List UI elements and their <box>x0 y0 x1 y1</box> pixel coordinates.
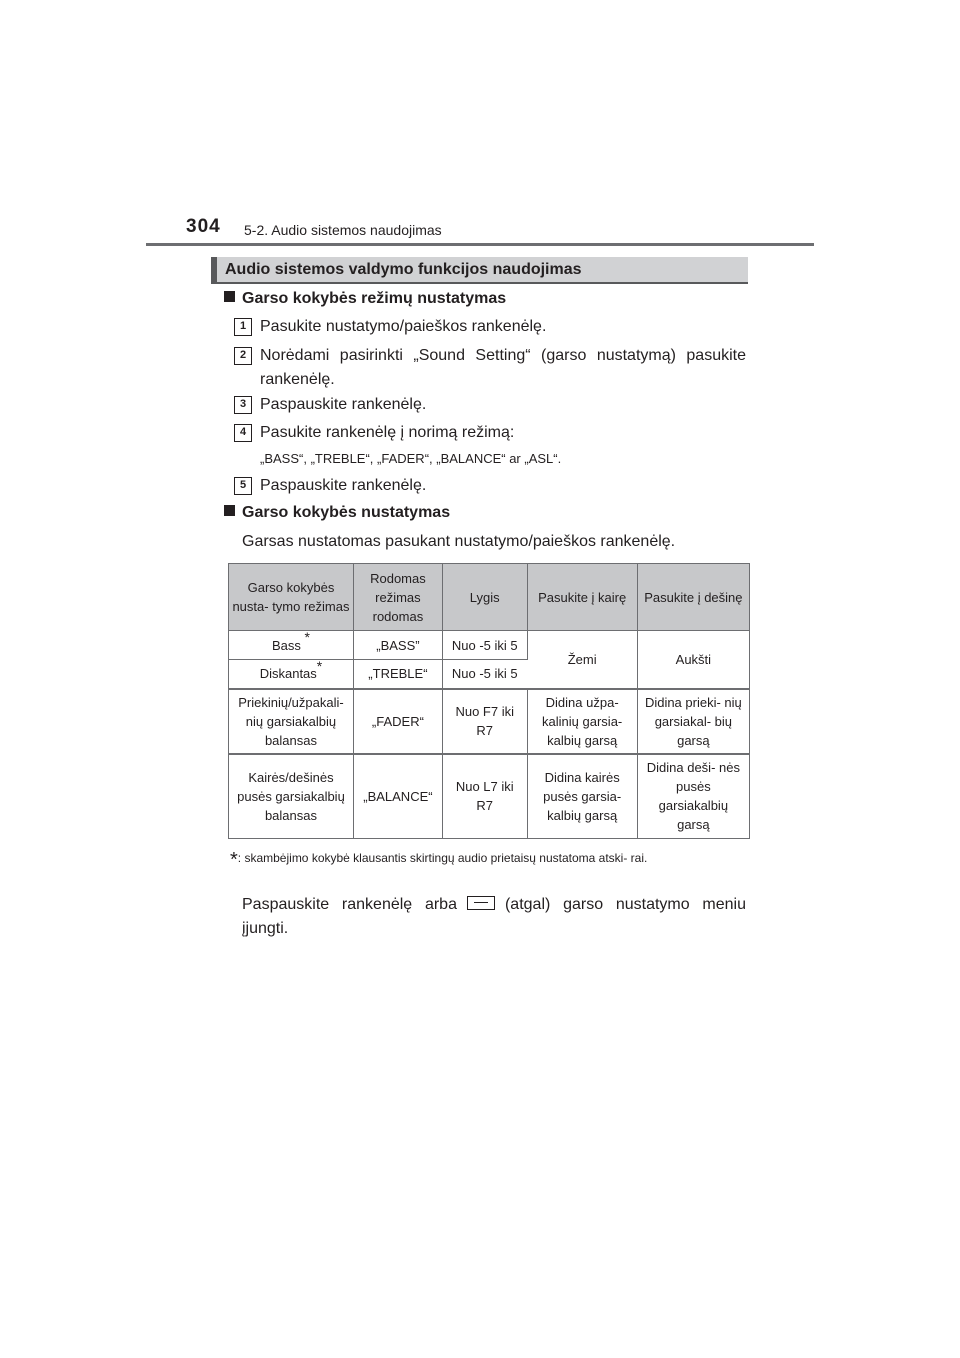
cell-display: „TREBLE“ <box>353 660 442 689</box>
step-text-5: Paspauskite rankenėlę. <box>260 477 427 494</box>
section-heading <box>211 257 748 284</box>
cell-mode: Priekinių/užpakali- nių garsiakalbių balansas <box>229 689 354 754</box>
cell-level: Nuo -5 iki 5 <box>442 631 527 660</box>
square-bullet-icon <box>224 505 235 516</box>
step-text-3: Paspauskite rankenėlę. <box>260 396 427 413</box>
step-text-1: Pasukite nustatymo/paieškos rankenėlę. <box>260 318 547 335</box>
header-turn-left: Pasukite į kairę <box>527 564 637 631</box>
sound-settings-table <box>228 563 750 839</box>
cell-display: „BASS” <box>353 631 442 660</box>
closing-text-after: (atgal) garso nustatymo meniu įjungti. <box>242 896 746 937</box>
square-bullet-icon <box>224 291 235 302</box>
footnote-text: : skambėjimo kokybė klausantis skirtingų audio prietaisų nustatoma atski- rai. <box>237 851 648 865</box>
back-button-icon <box>467 896 495 910</box>
cell-mode: Diskantas* <box>229 660 354 689</box>
cell-level: Nuo F7 iki R7 <box>442 689 527 754</box>
section-title: Audio sistemos valdymo funkcijos naudojimas <box>225 261 582 278</box>
step-number-4: 4 <box>234 424 252 442</box>
cell-left: Žemi <box>527 631 637 689</box>
header-rule <box>146 243 814 246</box>
header-mode: Garso kokybės nusta- tymo režimas <box>229 564 354 631</box>
header-level: Lygis <box>442 564 527 631</box>
table-row <box>229 631 750 660</box>
table-row <box>229 754 750 839</box>
closing-text-before: Paspauskite rankenėlę arba <box>242 896 457 913</box>
asterisk-mark: * <box>304 629 310 646</box>
modes-note: „BASS“, „TREBLE“, „FADER“, „BALANCE“ ar „ASL“. <box>260 451 562 466</box>
footnote-asterisk: * <box>230 849 238 871</box>
cell-mode: Kairės/dešinės pusės garsiakalbių balansas <box>229 754 354 839</box>
cell-mode: Bass * <box>229 631 354 660</box>
step-text-4: Pasukite rankenėlę į norimą režimą: <box>260 424 515 441</box>
step-number-3: 3 <box>234 396 252 414</box>
cell-display: „BALANCE“ <box>353 754 442 839</box>
cell-right: Didina prieki- nių garsiakal- bių garsą <box>637 689 749 754</box>
cell-display: „FADER“ <box>353 689 442 754</box>
chapter-title: 5-2. Audio sistemos naudojimas <box>244 222 442 238</box>
cell-left: Didina užpa- kalinių garsia- kalbių garsą <box>527 689 637 754</box>
step-number-5: 5 <box>234 477 252 495</box>
subsection-title-quality: Garso kokybės nustatymas <box>224 504 450 522</box>
cell-right: Didina deši- nės pusės garsiakalbių garsą <box>637 754 749 839</box>
table-header-row <box>229 564 750 631</box>
page-number: 304 <box>186 216 221 237</box>
header-turn-right: Pasukite į dešinę <box>637 564 749 631</box>
header-display: Rodomas režimas rodomas <box>353 564 442 631</box>
asterisk-mark: * <box>316 657 323 674</box>
cell-right: Aukšti <box>637 631 749 689</box>
cell-level: Nuo -5 iki 5 <box>442 660 527 689</box>
table-row <box>229 689 750 754</box>
cell-left: Didina kairės pusės garsia- kalbių garsą <box>527 754 637 839</box>
footnote <box>230 848 750 870</box>
closing-paragraph <box>242 893 746 941</box>
step-number-1: 1 <box>234 318 252 336</box>
quality-text: Garsas nustatomas pasukant nustatymo/paieškos rankenėlę. <box>242 533 676 550</box>
subsection-title-mode: Garso kokybės režimų nustatymas <box>224 290 506 308</box>
step-number-2: 2 <box>234 347 252 365</box>
step-text-2: Norėdami pasirinkti „Sound Setting“ (garso nustatymą) pasukite rankenėlę. <box>260 347 746 388</box>
cell-level: Nuo L7 iki R7 <box>442 754 527 839</box>
